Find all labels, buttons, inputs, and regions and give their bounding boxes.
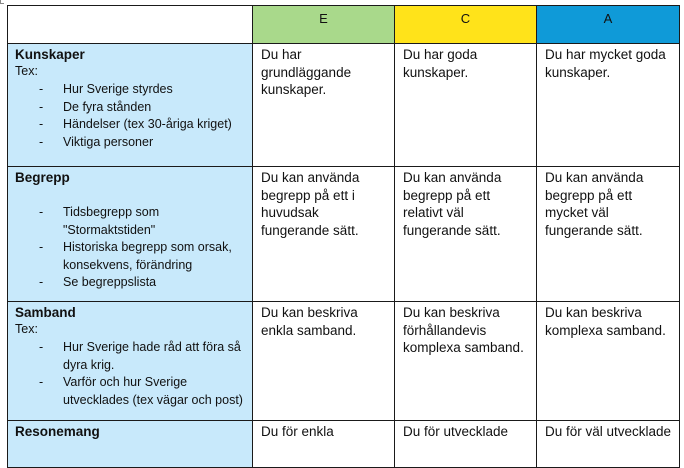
category-cell-begrepp[interactable] <box>8 167 253 302</box>
category-cell-resonemang[interactable] <box>8 421 253 468</box>
criteria-cell-kunskaper-c[interactable]: Du har goda kunskaper. <box>395 44 537 167</box>
criteria-cell-resonemang-e[interactable]: Du för enkla <box>253 421 395 468</box>
criteria-cell-begrepp-c[interactable]: Du kan använda begrepp på ett relativt väl fungerande sätt. <box>395 167 537 302</box>
list-item: - Historiska begrepp som orsak, konsekvens, förändring <box>39 240 232 272</box>
category-title: Begrepp <box>15 170 70 185</box>
category-subtitle: Tex: <box>15 322 38 336</box>
list-item: - Hur Sverige styrdes <box>39 82 173 96</box>
category-title: Kunskaper <box>15 47 85 62</box>
grade-a-label: A <box>603 11 613 26</box>
corner-mark <box>0 0 4 4</box>
header-grade-a[interactable] <box>537 6 680 44</box>
table-row-samband <box>8 302 680 421</box>
criteria-cell-resonemang-a[interactable]: Du för väl utvecklade <box>537 421 680 468</box>
criteria-cell-kunskaper-a[interactable]: Du har mycket goda kunskaper. <box>537 44 680 167</box>
criteria-cell-samband-a[interactable]: Du kan beskriva komplexa samband. <box>537 302 680 421</box>
category-item-list <box>15 339 246 409</box>
category-title: Resonemang <box>15 424 100 439</box>
criteria-cell-begrepp-a[interactable]: Du kan använda begrepp på ett mycket väl fungerande sätt. <box>537 167 680 302</box>
criteria-cell-samband-e[interactable]: Du kan beskriva enkla samband. <box>253 302 395 421</box>
grade-c-label: C <box>460 11 471 26</box>
list-item: - De fyra stånden <box>39 99 152 114</box>
list-item: - Hur Sverige hade råd att föra så dyra krig. <box>39 340 241 372</box>
criteria-cell-begrepp-e[interactable]: Du kan använda begrepp på ett i huvudsak fungerande sätt. <box>253 167 395 302</box>
header-grade-e[interactable] <box>253 6 395 44</box>
category-spacer <box>15 186 246 202</box>
criteria-cell-samband-c[interactable]: Du kan beskriva förhållandevis komplexa samband. <box>395 302 537 421</box>
header-grade-c[interactable] <box>395 6 537 44</box>
category-item-list <box>15 204 246 292</box>
category-cell-samband[interactable] <box>8 302 253 421</box>
category-cell-kunskaper[interactable] <box>8 44 253 167</box>
criteria-cell-resonemang-c[interactable]: Du för utvecklade <box>395 421 537 468</box>
criteria-cell-kunskaper-e[interactable]: Du har grundläggande kunskaper. <box>253 44 395 167</box>
table-row-kunskaper <box>8 44 680 167</box>
list-item: - Varför och hur Sverige utvecklades (tex vägar och post) <box>39 375 243 407</box>
list-item: - Se begreppslista <box>39 275 157 289</box>
category-title: Samband <box>15 305 76 320</box>
category-item-list <box>15 81 246 151</box>
category-subtitle: Tex: <box>15 64 38 78</box>
header-row <box>8 6 680 44</box>
grading-rubric-table <box>7 5 680 468</box>
list-item: - Tidsbegrepp som "Stormaktstiden" <box>39 205 160 237</box>
list-item: - Viktiga personer <box>39 134 154 149</box>
table-row-resonemang <box>8 421 680 468</box>
list-item: - Händelser (tex 30-åriga kriget) <box>39 117 232 131</box>
grade-e-label: E <box>319 11 328 26</box>
header-blank-cell[interactable] <box>8 6 253 44</box>
table-row-begrepp <box>8 167 680 302</box>
